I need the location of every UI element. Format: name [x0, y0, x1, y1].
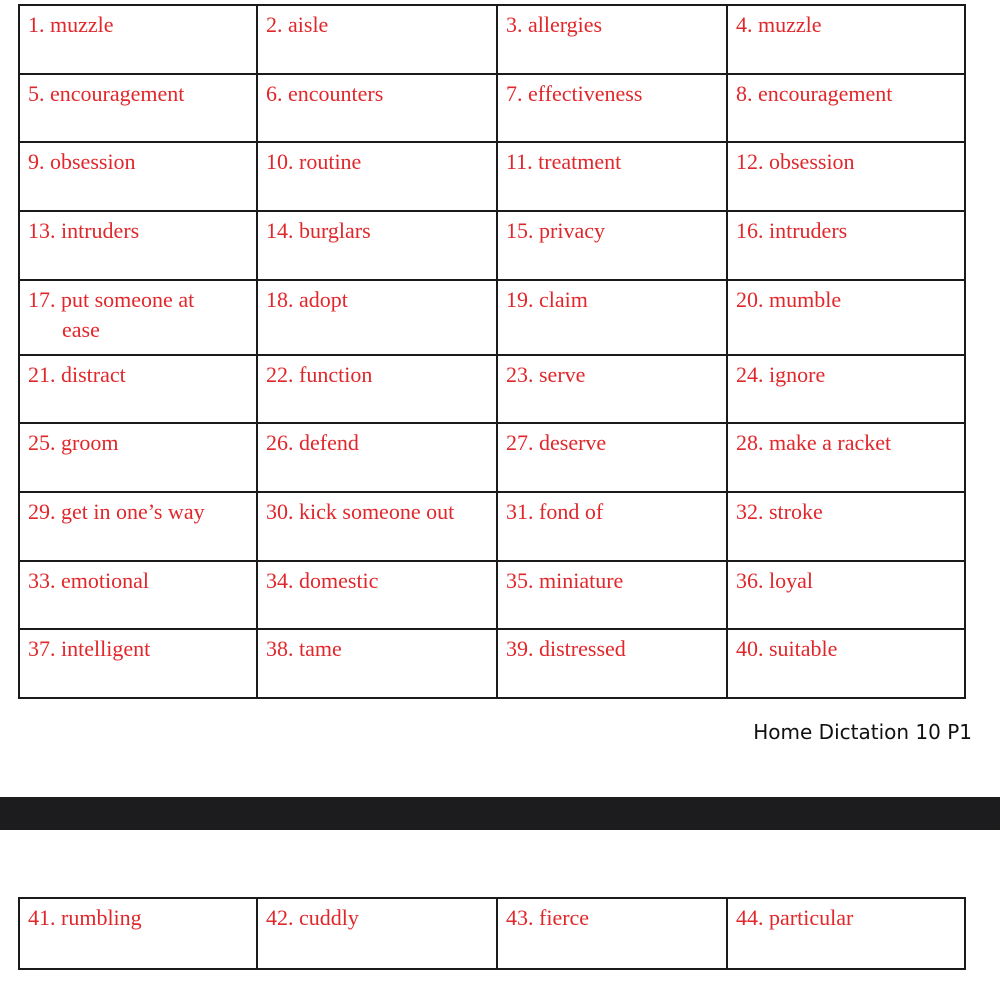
vocab-cell: 25. groom: [19, 423, 257, 492]
vocab-cell: 31. fond of: [497, 492, 727, 561]
vocab-cell: 26. defend: [257, 423, 497, 492]
vocab-cell: 35. miniature: [497, 561, 727, 629]
table-row: [19, 211, 965, 280]
vocab-cell: 3. allergies: [497, 5, 727, 74]
vocab-cell: 13. intruders: [19, 211, 257, 280]
vocab-cell: 18. adopt: [257, 280, 497, 355]
vocab-cell: 20. mumble: [727, 280, 965, 355]
table-row: [19, 74, 965, 142]
vocab-cell: 22. function: [257, 355, 497, 423]
vocab-cell: 21. distract: [19, 355, 257, 423]
vocab-table-body: [19, 5, 965, 698]
vocab-cell: 7. effectiveness: [497, 74, 727, 142]
vocab-table-page1: [18, 4, 966, 699]
vocab-cell: 1. muzzle: [19, 5, 257, 74]
vocab-table-body: [19, 898, 965, 969]
page-divider-bar: [0, 797, 1000, 830]
vocab-cell: 6. encounters: [257, 74, 497, 142]
vocab-cell: 11. treatment: [497, 142, 727, 211]
page-footer: Home Dictation 10 P1: [753, 720, 972, 744]
table-row: [19, 492, 965, 561]
table-row: [19, 355, 965, 423]
vocab-cell: 29. get in one’s way: [19, 492, 257, 561]
vocab-cell: 28. make a racket: [727, 423, 965, 492]
vocab-cell: 10. routine: [257, 142, 497, 211]
vocab-cell: 2. aisle: [257, 5, 497, 74]
vocab-cell: 23. serve: [497, 355, 727, 423]
vocab-cell: [19, 280, 257, 355]
vocab-cell: 9. obsession: [19, 142, 257, 211]
vocab-cell: 15. privacy: [497, 211, 727, 280]
vocab-cell: 27. deserve: [497, 423, 727, 492]
vocab-cell: 36. loyal: [727, 561, 965, 629]
table-row: [19, 898, 965, 969]
table-row: [19, 629, 965, 698]
vocab-cell: 24. ignore: [727, 355, 965, 423]
vocab-cell-line: ease: [62, 317, 100, 342]
vocab-cell: 8. encouragement: [727, 74, 965, 142]
table-row: [19, 5, 965, 74]
vocab-cell: 33. emotional: [19, 561, 257, 629]
table-row: [19, 423, 965, 492]
table-row: [19, 561, 965, 629]
vocab-cell: 41. rumbling: [19, 898, 257, 969]
vocab-cell: 37. intelligent: [19, 629, 257, 698]
vocab-cell: 43. fierce: [497, 898, 727, 969]
vocab-cell: 19. claim: [497, 280, 727, 355]
vocab-cell: 32. stroke: [727, 492, 965, 561]
vocab-table-page2: [18, 897, 966, 970]
vocab-cell-line: 17. put someone at: [28, 287, 195, 312]
table-row: [19, 142, 965, 211]
vocab-cell: 14. burglars: [257, 211, 497, 280]
vocab-cell: 40. suitable: [727, 629, 965, 698]
vocab-cell: 12. obsession: [727, 142, 965, 211]
vocab-cell: 30. kick someone out: [257, 492, 497, 561]
vocab-cell: 5. encouragement: [19, 74, 257, 142]
table-row: [19, 280, 965, 355]
vocab-cell: 34. domestic: [257, 561, 497, 629]
vocab-cell: 44. particular: [727, 898, 965, 969]
vocab-cell: 42. cuddly: [257, 898, 497, 969]
vocab-cell: 4. muzzle: [727, 5, 965, 74]
vocab-cell: 38. tame: [257, 629, 497, 698]
vocab-cell: 39. distressed: [497, 629, 727, 698]
vocab-cell: 16. intruders: [727, 211, 965, 280]
